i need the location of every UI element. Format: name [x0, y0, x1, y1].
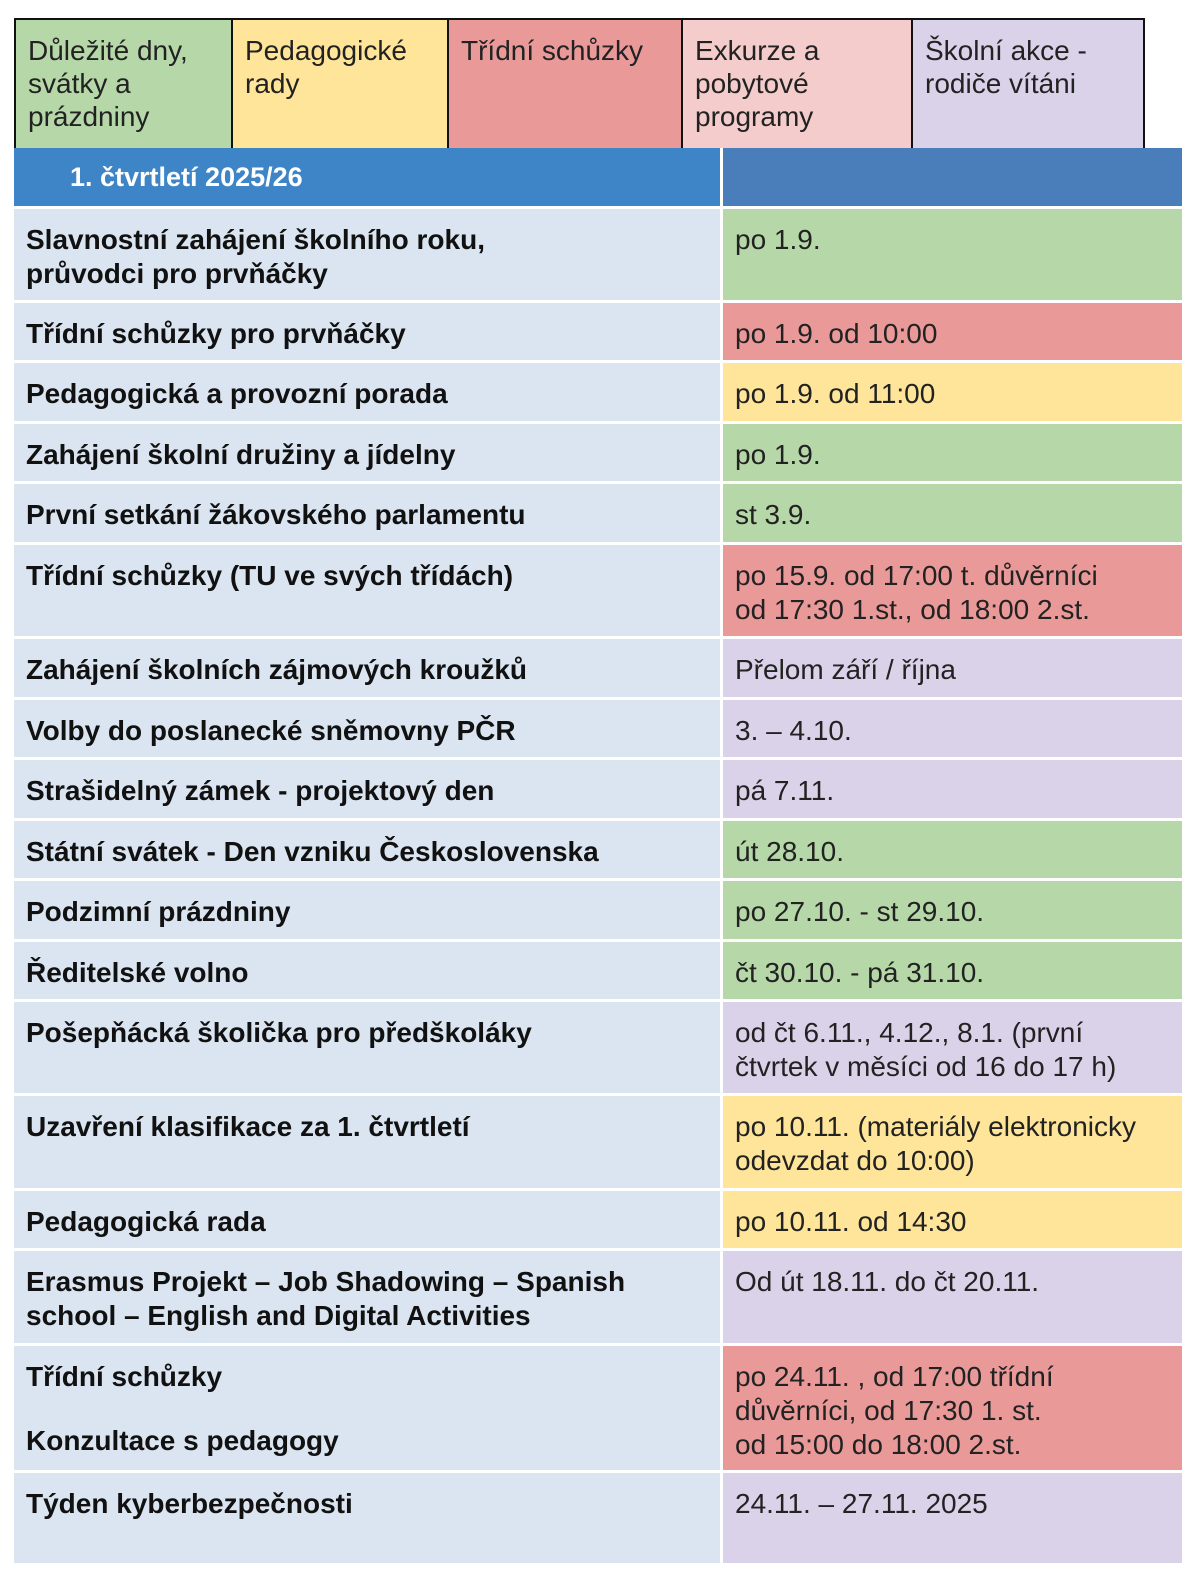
legend-excursions: Exkurze a pobytové programy [683, 20, 913, 150]
table-row [14, 818, 1182, 878]
event-name: Strašidelný zámek - projektový den [14, 757, 720, 818]
event-date: po 1.9. [720, 206, 1182, 300]
event-date: po 10.11. (materiály elektronicky odevzdat do 10:00) [720, 1093, 1182, 1188]
event-name: Zahájení školních zájmových kroužků [14, 636, 720, 697]
event-date: po 1.9. od 11:00 [720, 360, 1182, 421]
table-row [14, 757, 1182, 818]
table-row [14, 999, 1182, 1093]
event-date: út 28.10. [720, 818, 1182, 878]
legend-holidays: Důležité dny, svátky a prázdniny [16, 20, 233, 150]
table-row [14, 421, 1182, 481]
header-blank [720, 148, 1182, 206]
event-date: 24.11. – 27.11. 2025 [720, 1470, 1182, 1563]
event-name: Týden kyberbezpečnosti [14, 1470, 720, 1563]
event-name: Uzavření klasifikace za 1. čtvrtletí [14, 1093, 720, 1188]
event-date: 3. – 4.10. [720, 697, 1182, 757]
event-date: po 1.9. [720, 421, 1182, 481]
color-legend [14, 18, 1145, 152]
event-name: Třídní schůzky pro prvňáčky [14, 300, 720, 360]
event-name: Pedagogická rada [14, 1188, 720, 1248]
event-date: st 3.9. [720, 481, 1182, 542]
table-row [14, 481, 1182, 542]
table-row [14, 1188, 1182, 1248]
table-row [14, 360, 1182, 421]
event-name: Slavnostní zahájení školního roku, průvodci pro prvňáčky [14, 206, 720, 300]
event-name: První setkání žákovského parlamentu [14, 481, 720, 542]
event-date: čt 30.10. - pá 31.10. [720, 939, 1182, 999]
event-date: od čt 6.11., 4.12., 8.1. (první čtvrtek v měsíci od 16 do 17 h) [720, 999, 1182, 1093]
table-row [14, 697, 1182, 757]
event-name: Státní svátek - Den vzniku Československa [14, 818, 720, 878]
event-name: Pedagogická a provozní porada [14, 360, 720, 421]
quarter-title: 1. čtvrtletí 2025/26 [14, 148, 720, 206]
event-name: Podzimní prázdniny [14, 878, 720, 939]
event-date: pá 7.11. [720, 757, 1182, 818]
event-name: Erasmus Projekt – Job Shadowing – Spanish school – English and Digital Activities [14, 1248, 720, 1343]
table-row [14, 878, 1182, 939]
table-row [14, 542, 1182, 636]
event-name: Volby do poslanecké sněmovny PČR [14, 697, 720, 757]
table-row [14, 939, 1182, 999]
event-date: po 24.11. , od 17:00 třídní důvěrníci, od 17:30 1. st. od 15:00 do 18:00 2.st. [720, 1343, 1182, 1470]
table-row [14, 1248, 1182, 1343]
event-name-group [14, 1343, 720, 1470]
table-row [14, 206, 1182, 300]
legend-parent-meetings: Třídní schůzky [449, 20, 683, 150]
event-date: po 27.10. - st 29.10. [720, 878, 1182, 939]
event-name: Pošepňácká školička pro předškoláky [14, 999, 720, 1093]
event-date: po 15.9. od 17:00 t. důvěrníci od 17:30 1.st., od 18:00 2.st. [720, 542, 1182, 636]
event-name: Třídní schůzky [26, 1361, 223, 1392]
event-name-secondary: Konzultace s pedagogy [26, 1425, 339, 1456]
table-row [14, 1470, 1182, 1563]
table-row [14, 1093, 1182, 1188]
table-row [14, 1343, 1182, 1470]
table-row [14, 636, 1182, 697]
event-date: po 10.11. od 14:30 [720, 1188, 1182, 1248]
event-name: Třídní schůzky (TU ve svých třídách) [14, 542, 720, 636]
event-name: Ředitelské volno [14, 939, 720, 999]
event-date: po 1.9. od 10:00 [720, 300, 1182, 360]
event-date: Přelom září / října [720, 636, 1182, 697]
legend-pedagogical-meetings: Pedagogické rady [233, 20, 449, 150]
schedule-table [14, 148, 1182, 1563]
event-name: Zahájení školní družiny a jídelny [14, 421, 720, 481]
table-row [14, 300, 1182, 360]
legend-school-events: Školní akce - rodiče vítáni [913, 20, 1143, 150]
event-date: Od út 18.11. do čt 20.11. [720, 1248, 1182, 1343]
table-header [14, 148, 1182, 206]
